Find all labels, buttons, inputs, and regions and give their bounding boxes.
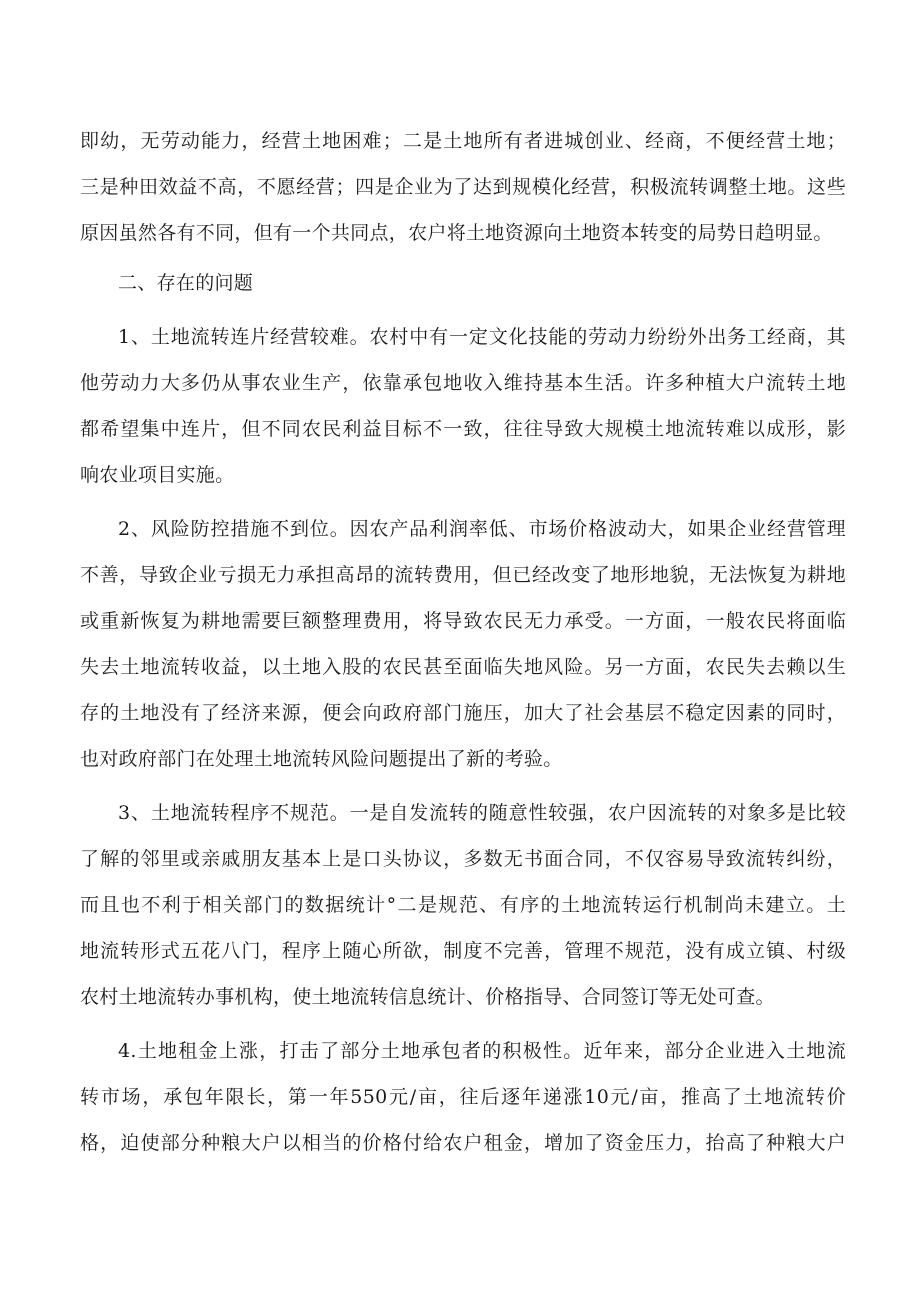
- text-line: 也对政府部门在处理土地流转风险问题提出了新的考验。: [80, 748, 563, 770]
- issue-paragraph-1: [80, 314, 846, 498]
- text-line: 转市场，承包年限长，第一年550元/亩，往后逐年递涨10元/亩，推高了土地流转价: [80, 1086, 846, 1108]
- text-line: 响农业项目实施。: [80, 464, 235, 486]
- issue-paragraph-4: [80, 1028, 846, 1166]
- section-heading: 二、存在的问题: [118, 272, 254, 294]
- text-line: 4.土地租金上涨，打击了部分土地承包者的积极性。近年来，部分企业进入土地流: [118, 1040, 846, 1062]
- text-line: 都希望集中连片，但不同农民利益目标不一致，往往导致大规模土地流转难以成形，影: [80, 418, 846, 440]
- text-line: 2、风险防控措施不到位。因农产品利润率低、市场价格波动大，如果企业经营管理: [118, 518, 846, 540]
- text-line: 格，迫使部分种粮大户以相当的价格付给农户租金，增加了资金压力，抬高了种粮大户: [80, 1132, 846, 1154]
- text-line: 而且也不利于相关部门的数据统计°二是规范、有序的土地流转运行机制尚未建立。土: [80, 894, 846, 916]
- text-line: 不善，导致企业亏损无力承担高昂的流转费用，但已经改变了地形地貌，无法恢复为耕地: [80, 564, 846, 586]
- text-line: 存的土地没有了经济来源，便会向政府部门施压，加大了社会基层不稳定因素的同时，: [80, 702, 846, 724]
- document-page: [80, 118, 846, 1166]
- text-line: 了解的邻里或亲戚朋友基本上是口头协议，多数无书面合同，不仅容易导致流转纠纷，: [80, 848, 846, 870]
- text-line: 三是种田效益不高，不愿经营；四是企业为了达到规模化经营，积极流转调整土地。这些: [80, 176, 846, 198]
- text-line: 地流转形式五花八门，程序上随心所欲，制度不完善，管理不规范，没有成立镇、村级: [80, 940, 846, 962]
- text-line: 农村土地流转办事机构，使土地流转信息统计、价格指导、合同签订等无处可查。: [80, 986, 775, 1008]
- text-line: 3、土地流转程序不规范。一是自发流转的随意性较强，农户因流转的对象多是比较: [118, 802, 846, 824]
- text-line: 1、土地流转连片经营较难。农村中有一定文化技能的劳动力纷纷外出务工经商，其: [118, 326, 846, 348]
- text-line: 即幼，无劳动能力，经营土地困难；二是土地所有者进城创业、经商，不便经营土地；: [80, 130, 846, 152]
- issue-paragraph-2: [80, 506, 846, 782]
- intro-paragraph: [80, 118, 846, 256]
- text-line: 失去土地流转收益，以土地入股的农民甚至面临失地风险。另一方面，农民失去赖以生: [80, 656, 846, 678]
- text-line: 或重新恢复为耕地需要巨额整理费用，将导致农民无力承受。一方面，一般农民将面临: [80, 610, 846, 632]
- text-line: 他劳动力大多仍从事农业生产，依靠承包地收入维持基本生活。许多种植大户流转土地: [80, 372, 846, 394]
- issue-paragraph-3: [80, 790, 846, 1020]
- text-line: 原因虽然各有不同，但有一个共同点，农户将土地资源向土地资本转变的局势日趋明显。: [80, 222, 833, 244]
